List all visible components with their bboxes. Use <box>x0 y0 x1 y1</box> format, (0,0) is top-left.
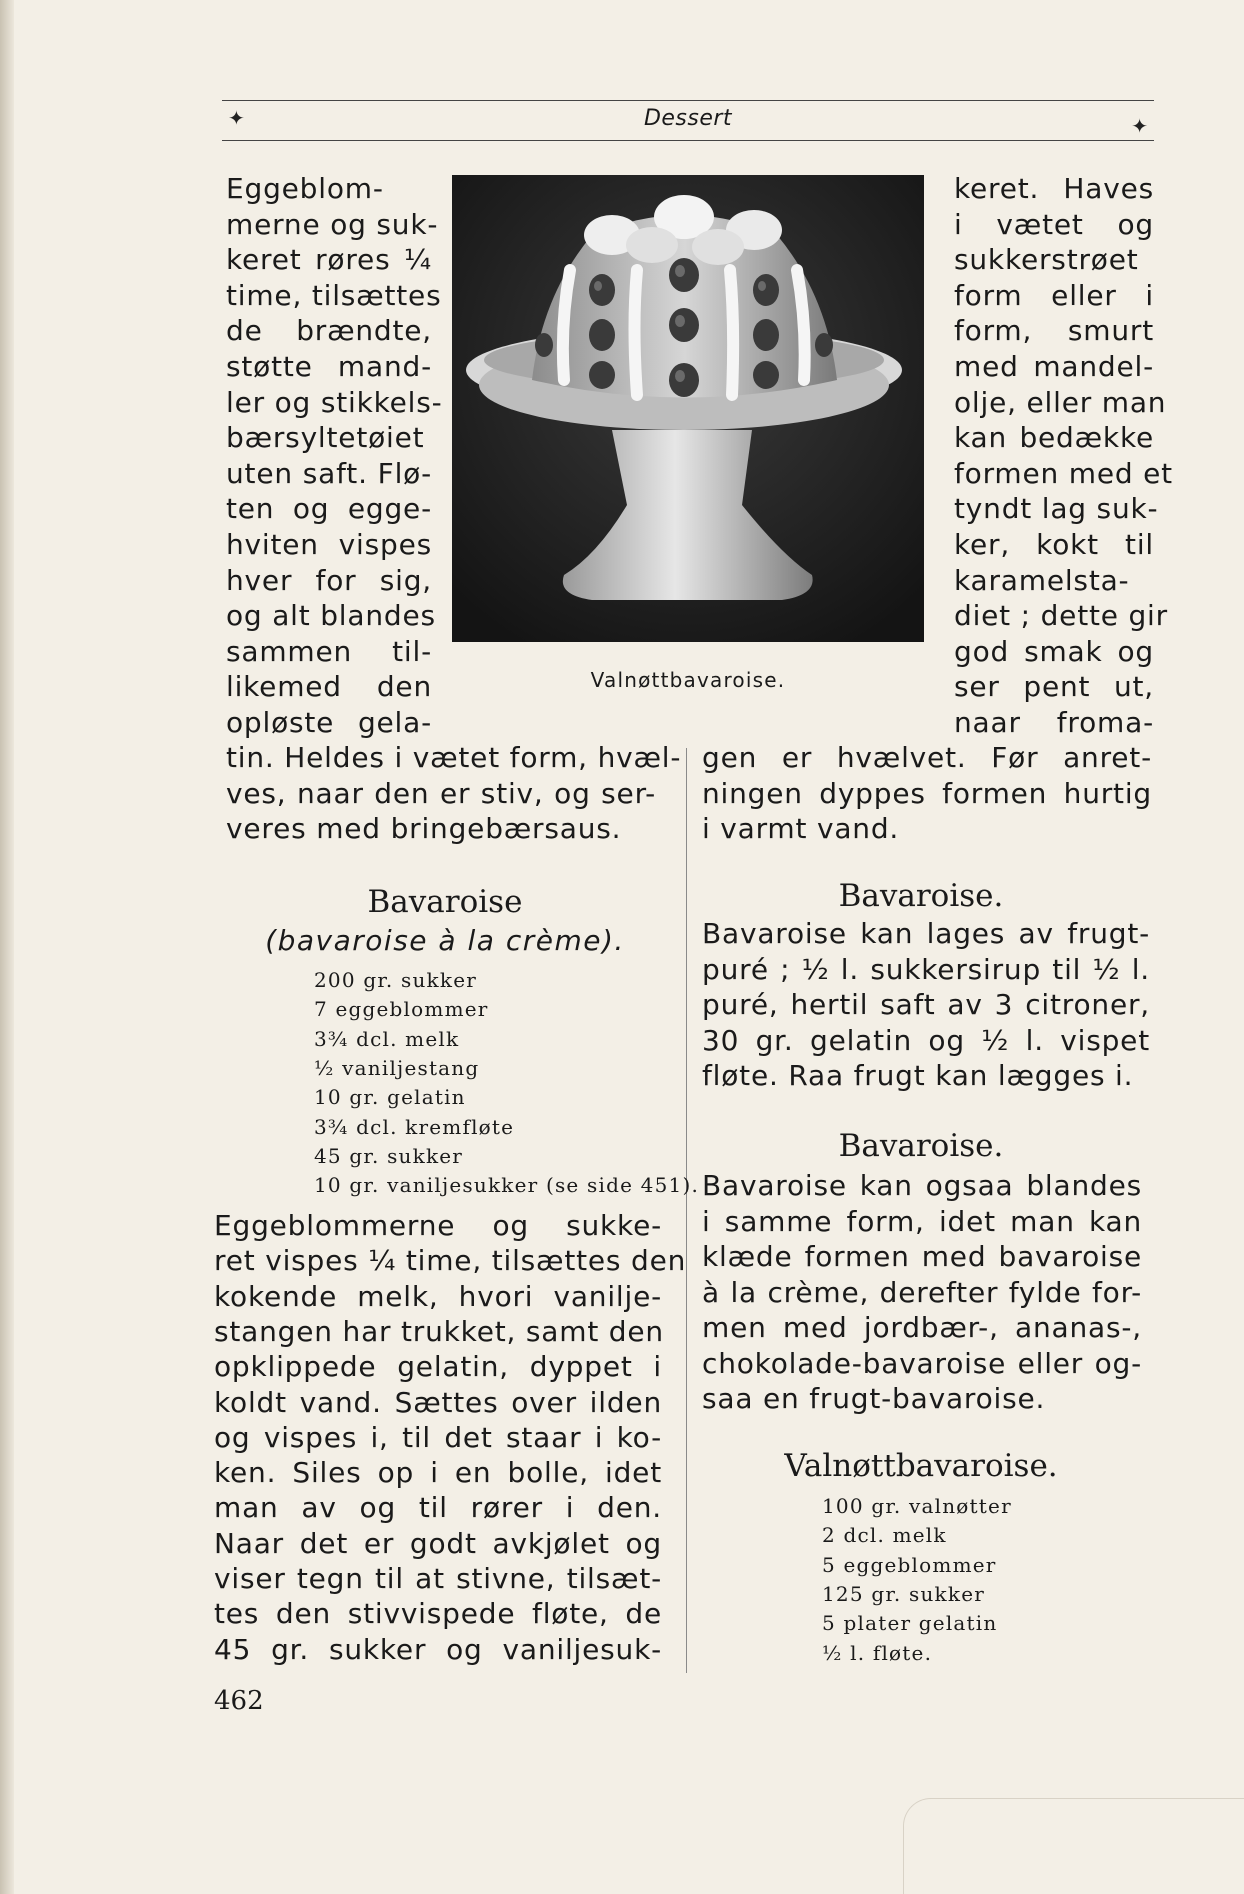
left-body-line: viser tegn til at stivne, tilsæt- <box>214 1562 662 1595</box>
left-recipe-title: Bavaroise <box>367 884 523 920</box>
intro-right-line: ker, kokt til <box>954 528 1154 561</box>
intro-right-line: tyndt lag suk- <box>954 492 1159 526</box>
right-recipe-2-title: Bavaroise. <box>838 1128 1004 1164</box>
ingredient-item: 125 gr. sukker <box>822 1581 985 1606</box>
intro-right-line: i vætet og <box>954 207 1154 241</box>
left-body-line: kokende melk, hvori vanilje- <box>214 1279 662 1313</box>
header-title: Dessert <box>643 106 733 131</box>
right-recipe-2-line: i samme form, idet man kan <box>702 1204 1142 1238</box>
left-body-line: Eggeblommerne og sukke- <box>214 1209 662 1242</box>
intro-left-line: og alt blandes <box>226 599 436 633</box>
page-edge <box>0 0 14 1894</box>
figure-caption: Valnøttbavaroise. <box>590 668 786 692</box>
page-number: 462 <box>214 1686 264 1716</box>
right-recipe-2-line: saa en frugt-bavaroise. <box>702 1382 1046 1415</box>
ingredient-item: ½ l. fløte. <box>822 1640 933 1665</box>
intro-left-line: opløste gela- <box>226 706 432 739</box>
right-recipe-1-line: puré ; ½ l. sukkersirup til ½ l. <box>702 952 1150 986</box>
left-body-line: ret vispes ¼ time, tilsættes den <box>214 1244 687 1278</box>
ingredient-item: 2 dcl. melk <box>822 1523 947 1548</box>
right-recipe-2-line: men med jordbær-, ananas-, <box>702 1311 1142 1344</box>
left-body-line: tes den stivvispede fløte, de <box>214 1597 662 1631</box>
intro-left-line: bærsyltetøiet <box>226 421 425 455</box>
intro-right-line: formen med et <box>954 456 1173 490</box>
intro-left-line: sammen til- <box>226 634 432 668</box>
intro-right-line: naar froma- <box>954 706 1154 739</box>
intro-right-line: sukkerstrøet <box>954 243 1139 277</box>
intro-right-line: form eller i <box>954 278 1154 312</box>
intro-right-line: karamelsta- <box>954 563 1130 597</box>
left-body-line: Naar det er godt avkjølet og <box>214 1526 662 1560</box>
left-body-line: 45 gr. sukker og vaniljesuk- <box>214 1632 662 1666</box>
intro-left-line: uten saft. Flø- <box>226 456 432 490</box>
right-recipe-2-line: à la crème, derefter fylde for- <box>702 1275 1142 1309</box>
intro-left-line: time, tilsættes <box>226 278 442 312</box>
ingredient-item: 3¾ dcl. kremfløte <box>314 1114 515 1139</box>
page-corner-mark <box>903 1798 1244 1894</box>
header-rule-bottom <box>222 140 1154 141</box>
intro-bottom-left-line: tin. Heldes i vætet form, hvæl- <box>226 741 682 774</box>
intro-left-line: ten og egge- <box>226 492 432 526</box>
intro-bottom-right-line: gen er hvælvet. Før anret- <box>702 741 1152 774</box>
left-body-line: og vispes i, til det staar i ko- <box>214 1420 662 1454</box>
intro-left-line: de brændte, <box>226 314 432 348</box>
ornament-right-icon: ✦ <box>1131 114 1148 138</box>
ingredient-item: 45 gr. sukker <box>314 1143 464 1168</box>
intro-left-line: hver for sig, <box>226 563 432 597</box>
left-recipe-subtitle: (bavaroise à la crème). <box>265 924 625 957</box>
ingredient-item: 10 gr. gelatin <box>314 1085 466 1110</box>
intro-left-line: likemed den <box>226 670 432 704</box>
right-recipe-1-line: fløte. Raa frugt kan lægges i. <box>702 1059 1134 1092</box>
intro-left-line: merne og suk- <box>226 207 439 241</box>
intro-right-line: kan bedække <box>954 421 1154 455</box>
intro-right-line: form, smurt <box>954 314 1154 348</box>
ingredient-item: 7 eggeblommer <box>314 997 489 1022</box>
ingredient-item: 10 gr. vaniljesukker (se side 451). <box>314 1173 700 1198</box>
ornament-left-icon: ✦ <box>228 106 245 130</box>
intro-left-line: Eggeblom- <box>226 172 384 205</box>
right-recipe-1-line: 30 gr. gelatin og ½ l. vispet <box>702 1023 1150 1057</box>
right-recipe-1-line: puré, hertil saft av 3 citroner, <box>702 988 1150 1021</box>
ingredient-item: 100 gr. valnøtter <box>822 1494 1012 1518</box>
left-body-line: koldt vand. Sættes over ilden <box>214 1385 662 1419</box>
bavaroise-illustration <box>452 175 924 642</box>
left-body-line: opklippede gelatin, dyppet i <box>214 1350 662 1384</box>
ingredient-item: ½ vaniljestang <box>314 1055 480 1080</box>
intro-right-line: ser pent ut, <box>954 670 1154 704</box>
right-recipe-1-title: Bavaroise. <box>838 878 1004 914</box>
ingredient-item: 200 gr. sukker <box>314 968 477 992</box>
left-body-line: stangen har trukket, samt den <box>214 1314 664 1348</box>
intro-bottom-left-line: veres med bringebærsaus. <box>226 812 622 846</box>
right-recipe-2-line: Bavaroise kan ogsaa blandes <box>702 1169 1142 1202</box>
intro-right-line: diet ; dette gir <box>954 599 1168 633</box>
intro-left-line: keret røres ¼ <box>226 243 432 277</box>
intro-right-line: olje, eller man <box>954 385 1167 419</box>
ingredient-item: 5 plater gelatin <box>822 1611 998 1636</box>
intro-left-line: hviten vispes <box>226 528 432 561</box>
left-body-line: ken. Siles op i en bolle, idet <box>214 1456 662 1490</box>
intro-bottom-right-line: ningen dyppes formen hurtig <box>702 776 1152 810</box>
intro-left-line: ler og stikkels- <box>226 385 443 419</box>
ingredient-item: 5 eggeblommer <box>822 1552 997 1577</box>
ingredient-item: 3¾ dcl. melk <box>314 1026 460 1051</box>
right-recipe-1-line: Bavaroise kan lages av frugt- <box>702 917 1150 950</box>
dessert-photo <box>452 175 924 642</box>
right-recipe-3-title: Valnøttbavaroise. <box>784 1448 1058 1484</box>
header-rule-top <box>222 100 1154 101</box>
intro-bottom-right-line: i varmt vand. <box>702 812 900 846</box>
intro-right-line: god smak og <box>954 634 1154 668</box>
intro-right-line: med mandel- <box>954 350 1154 383</box>
intro-left-line: støtte mand- <box>226 350 432 383</box>
right-recipe-2-line: klæde formen med bavaroise <box>702 1240 1142 1273</box>
intro-right-line: keret. Haves <box>954 172 1154 205</box>
intro-bottom-left-line: ves, naar den er stiv, og ser- <box>226 776 656 810</box>
running-header <box>222 104 1154 138</box>
right-recipe-2-line: chokolade-bavaroise eller og- <box>702 1346 1142 1380</box>
left-body-line: man av og til rører i den. <box>214 1491 662 1525</box>
